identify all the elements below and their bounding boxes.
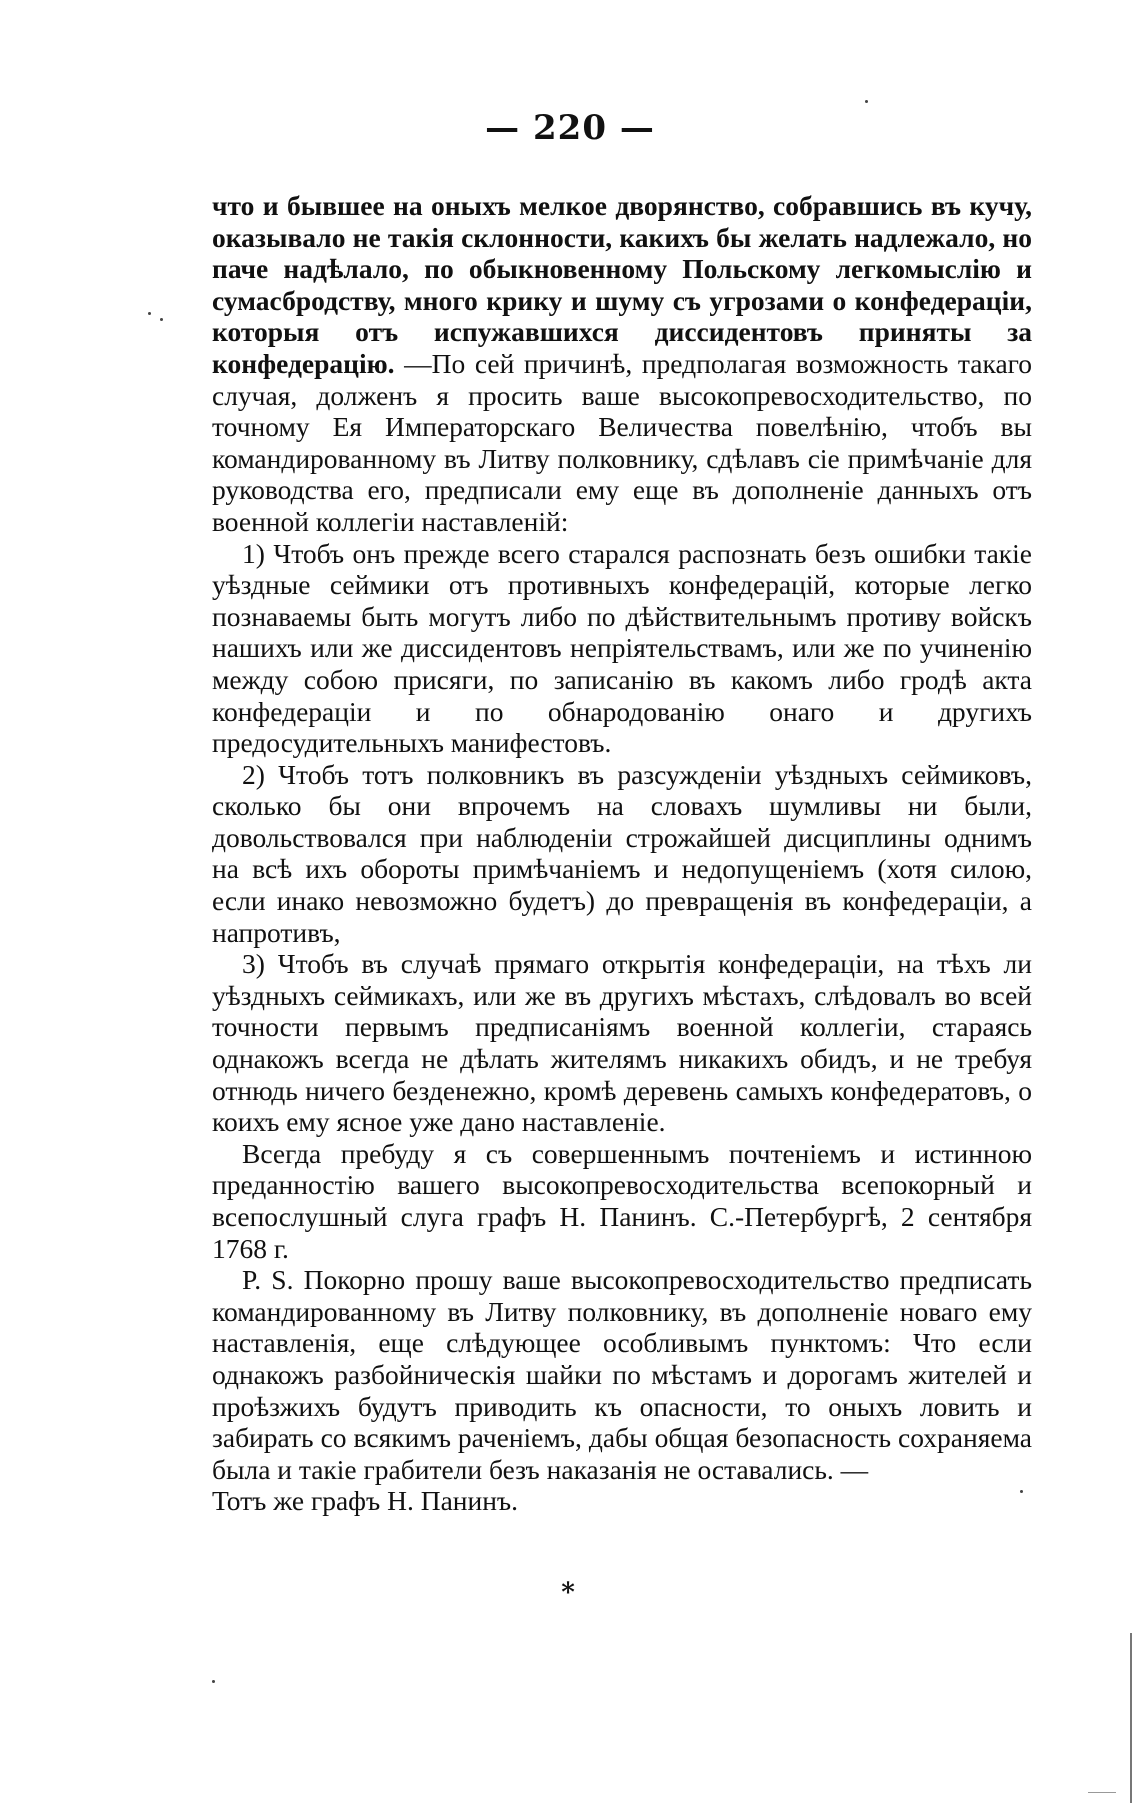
paragraph-intro — [212, 190, 1032, 538]
page-number: — 220 — — [485, 108, 655, 148]
body-text — [212, 190, 1032, 1517]
scan-edge-dash — [1088, 1792, 1116, 1793]
scan-speck — [148, 312, 151, 315]
scan-speck — [865, 100, 868, 103]
signoff-line: Тотъ же графъ Н. Панинъ. — [212, 1485, 519, 1517]
paragraph-intro-regular-run: —По сей причинѣ, предполагая возможность такаго случая, долженъ я просить ваше высокопревосходительство, по точному Ея Императорскаго Величества повелѣнію, чтобъ вы командированному въ Литву полковнику, сдѣлавъ сіе примѣчаніе для руководства его, предписали ему еще въ дополненіе данныхъ отъ военной коллегіи наставленій: — [212, 347, 1032, 537]
scan-speck — [160, 318, 163, 321]
scan-speck — [212, 1680, 215, 1683]
scan-edge-line — [1130, 1633, 1132, 1803]
list-item-1: 1) Чтобъ онъ прежде всего старался распознать безъ ошибки такіе уѣздные сеймики отъ противныхъ конфедерацій, которые легко познаваемы быть могутъ либо по дѣйствительнымъ противу войскъ нашихъ или же диссидентовъ непріятельствамъ, или же по учиненію между собою присяги, по записанію въ какомъ либо гродѣ акта конфедераціи и по обнародованію онаго и другихъ предосудительныхъ манифестовъ. — [212, 537, 1032, 759]
list-item-2: 2) Чтобъ тотъ полковникъ въ разсужденіи уѣздныхъ сеймиковъ, сколько бы они впрочемъ на словахъ шумливы ни были, довольствовался при наблюденіи строжайшей дисциплины однимъ на всѣ ихъ обороты примѣчаніемъ и недопущеніемъ (хотя силою, если инако невозможно будетъ) до превращенія въ конфедераціи, а напротивъ, — [212, 758, 1032, 948]
closing-paragraph: Всегда пребуду я съ совершеннымъ почтеніемъ и истинною преданностію вашего высокопревосходительства всепокорный и всепослушный слуга графъ Н. Панинъ. С.-Петербургѣ, 2 сентября 1768 г. — [212, 1137, 1032, 1264]
list-item-3: 3) Чтобъ въ случаѣ прямаго открытія конфедераціи, на тѣхъ ли уѣздныхъ сеймикахъ, или же въ другихъ мѣстахъ, слѣдовалъ во всей точности первымъ предписаніямъ военной коллегіи, стараясь однакожъ всегда не дѣлать жителямъ никакихъ обидъ, и не требуя отнюдь ничего безденежно, кромѣ деревень самыхъ конфедератовъ, о коихъ ему ясное уже дано наставленіе. — [212, 948, 1032, 1138]
postscript-paragraph: P. S. Покорно прошу ваше высокопревосходительство предписать командированному въ Литву полковнику, въ дополненіе новаго ему наставленія, еще слѣдующее особливымъ пунктомъ: Что если однакожъ разбойническія шайки по мѣстамъ и дорогамъ жителей и проѣзжихъ будутъ приводить къ опасности, то оныхъ ловить и забирать со всякимъ раченіемъ, дабы общая безопасность сохраняема была и такіе грабители безъ наказанія не оставались. — — [212, 1264, 1032, 1485]
scan-speck — [1020, 1490, 1023, 1493]
end-mark: * — [561, 1578, 575, 1608]
paragraph-intro-bold-run: что и бывшее на оныхъ мелкое дворянство, собравшись въ кучу, оказывало не такія склонности, какихъ бы желать надлежало, но паче надѣлало, по обыкновенному Польскому легкомыслію и сумасбродству, много крику и шуму съ угрозами о конфедераціи, которыя отъ испужавшихся диссидентовъ приняты за конфедерацію. — [212, 190, 1032, 379]
